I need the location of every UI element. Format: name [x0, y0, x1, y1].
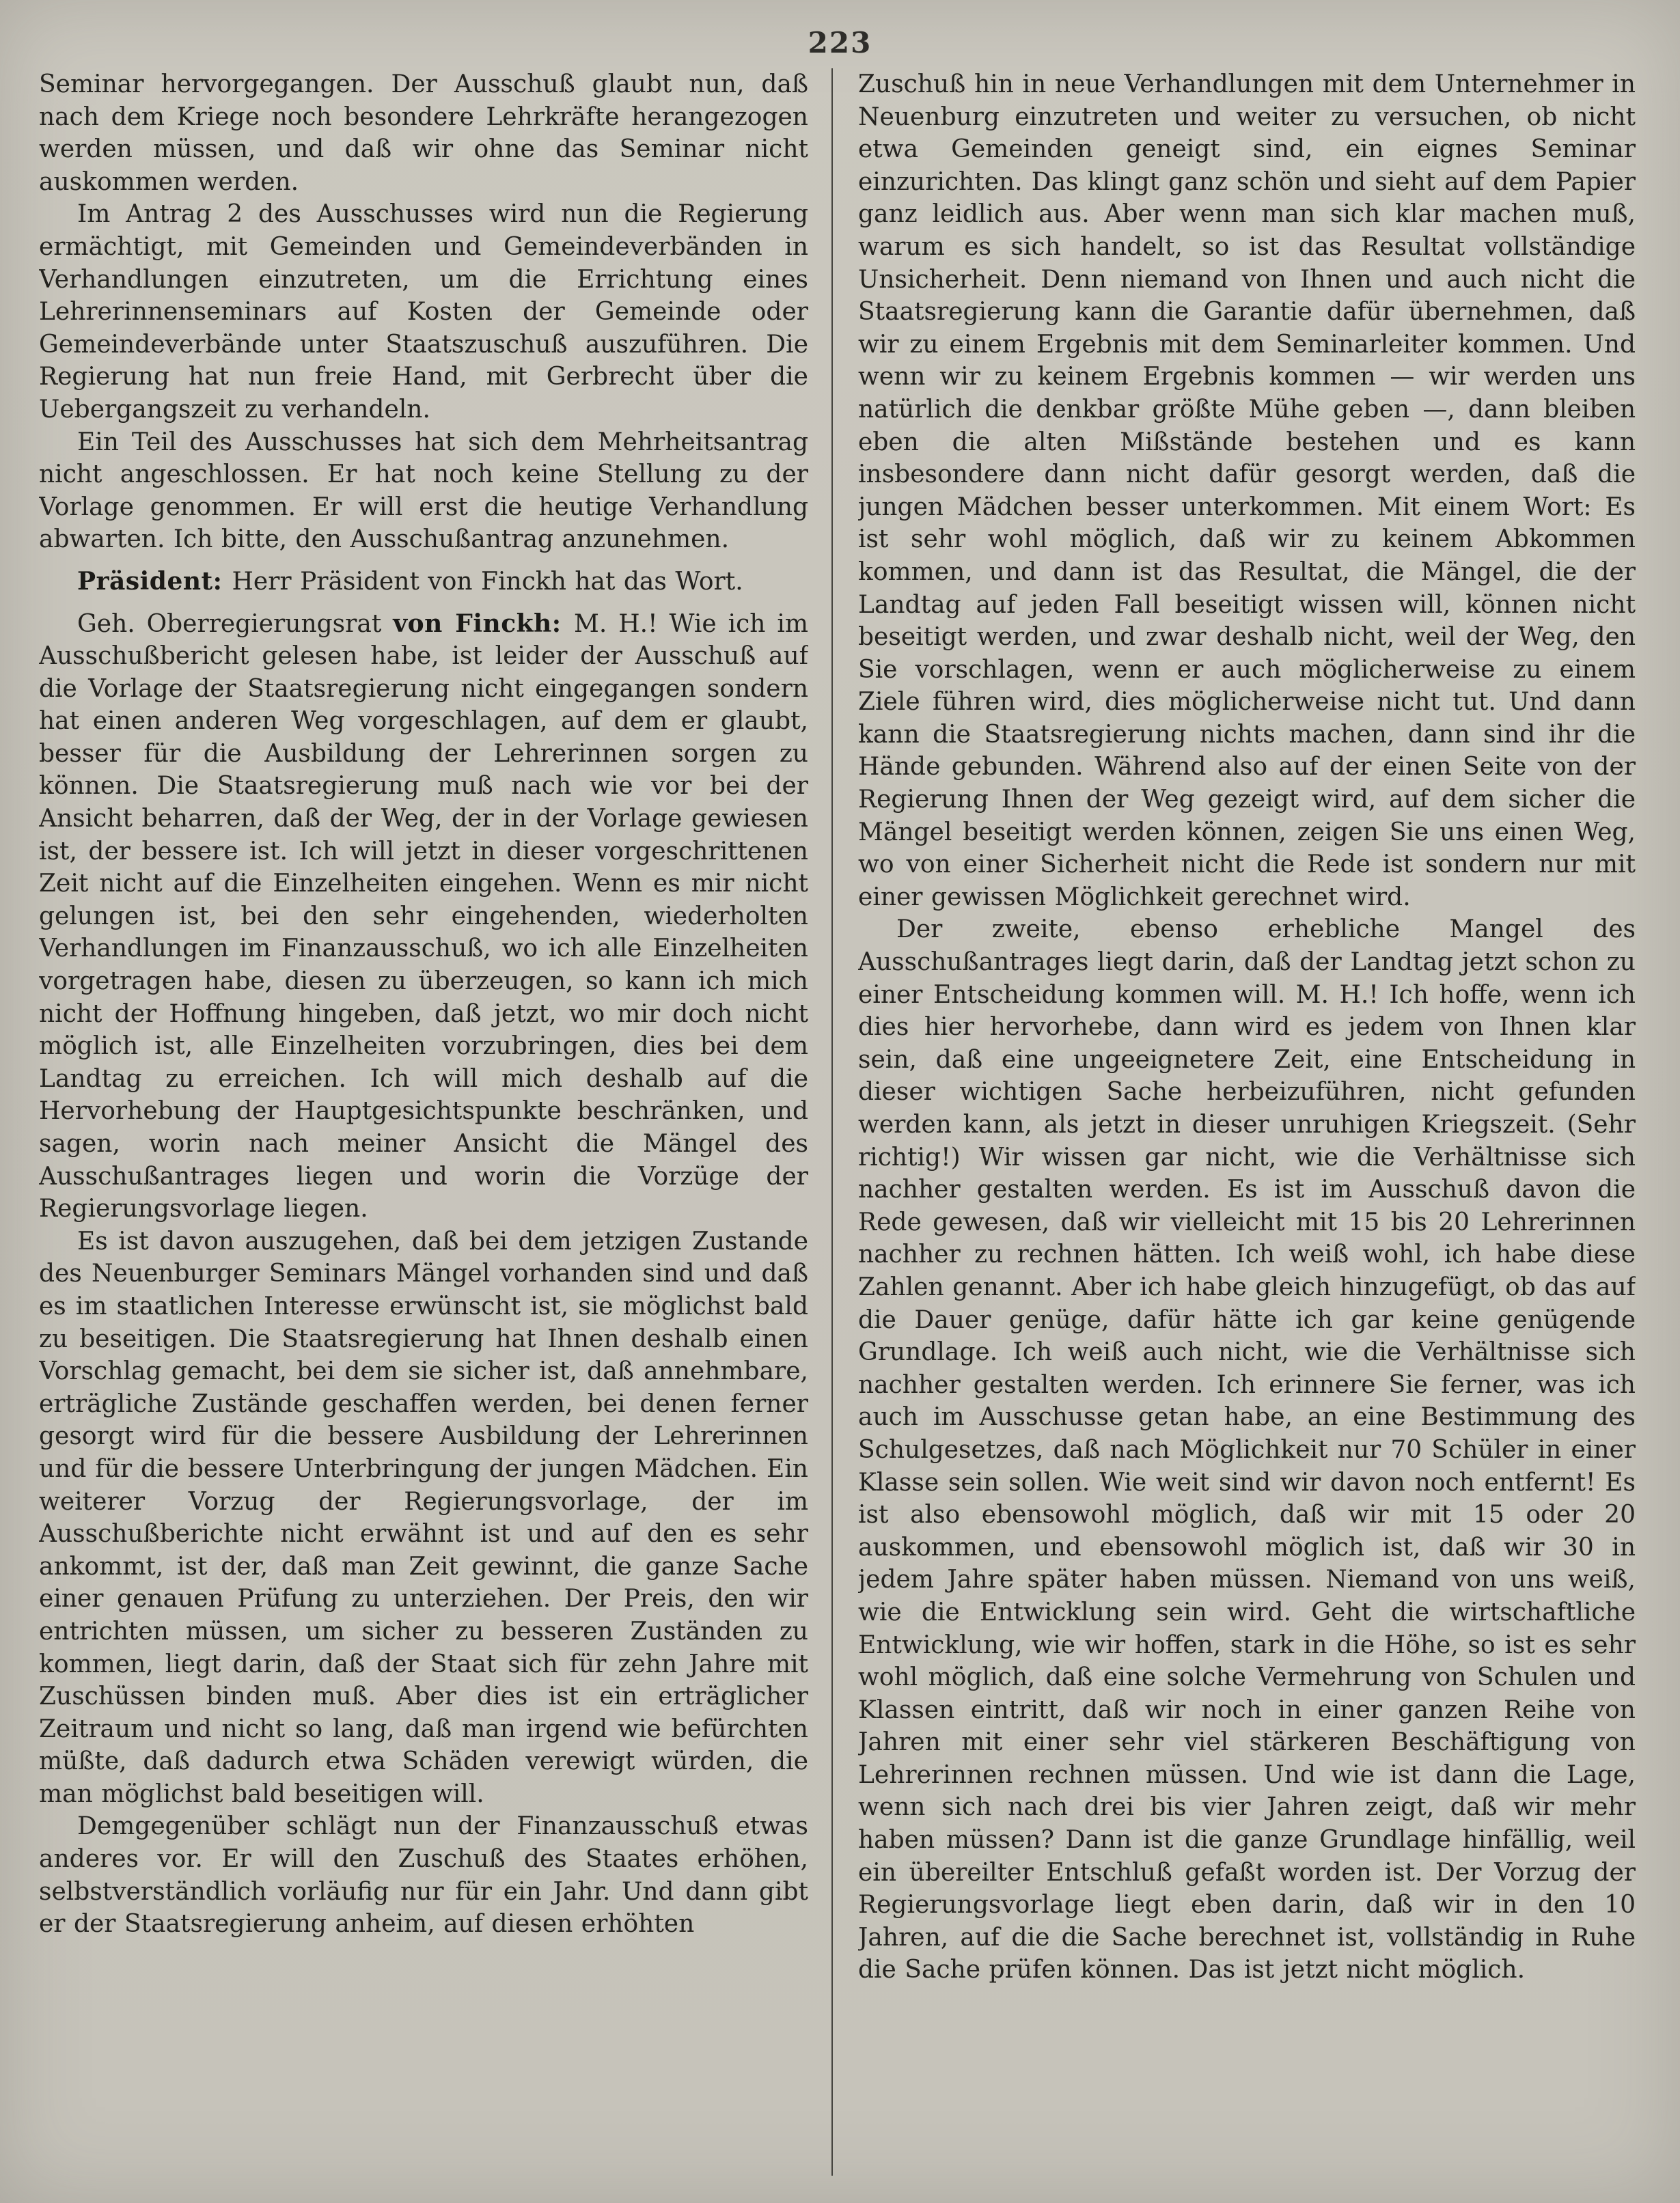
paragraph [858, 913, 1636, 1986]
body-text: Es ist davon auszugehen, daß bei dem jetzigen Zustande des Neuenburger Seminars Mängel vorhanden sind und daß es im staatlichen Interesse erwünscht ist, sie möglichst bald zu beseitigen. Die Staatsregierung hat Ihnen deshalb einen Vorschlag gemacht, bei dem sie sicher ist, daß annehmbare, erträgliche Zustände geschaffen werden, bei denen ferner gesorgt wird für die bessere Ausbildung der Lehrerinnen und für die bessere Unterbringung der jungen Mädchen. Ein weiterer Vorzug der Regierungsvorlage, der im Ausschußberichte nicht erwähnt ist und auf den es sehr ankommt, ist der, daß man Zeit gewinnt, die ganze Sache einer genauen Prüfung zu unterziehen. Der Preis, den wir entrichten müssen, um sicher zu besseren Zuständen zu kommen, liegt darin, daß der Staat sich für zehn Jahre mit Zuschüssen binden muß. Aber dies ist ein erträglicher Zeitraum und nicht so lang, daß man irgend wie befürchten müßte, daß dadurch etwa Schäden verewigt würden, die man möglichst bald beseitigen will. [39, 1227, 808, 1808]
paragraph [39, 608, 808, 1225]
body-text: Im Antrag 2 des Ausschusses wird nun die Regierung ermächtigt, mit Gemeinden und Gemeindeverbänden in Verhandlungen einzutreten, um die Errichtung eines Lehrerinnenseminars auf Kosten der Gemeinde oder Gemeindeverbände unter Staatszuschuß auszuführen. Die Regierung hat nun freie Hand, mit Gerbrecht über die Uebergangszeit zu verhandeln. [39, 200, 808, 424]
body-text: Demgegenüber schlägt nun der Finanzausschuß etwas anderes vor. Er will den Zuschuß des Staates erhöhen, selbstverständlich vorläufig nur für ein Jahr. Und dann gibt er der Staatsregierung anheim, auf diesen erhöhten [39, 1812, 808, 1939]
body-text: Herr Präsident von Finckh hat das Wort. [232, 567, 743, 596]
speaker-name: Präsident: [77, 566, 232, 596]
body-text: M. H.! Wie ich im Ausschußbericht gelesen habe, ist leider der Ausschuß auf die Vorlage der Staatsregierung nicht eingegangen sondern hat einen anderen Weg vorgeschlagen, auf dem er glaubt, besser für die Ausbildung der Lehrerinnen sorgen zu können. Die Staatsregierung muß nach wie vor bei der Ansicht beharren, daß der Weg, der in der Vorlage gewiesen ist, der bessere ist. Ich will jetzt in dieser vorgeschrittenen Zeit nicht auf die Einzelheiten eingehen. Wenn es mir nicht gelungen ist, bei den sehr eingehenden, wiederholten Verhandlungen im Finanzausschuß, wo ich alle Einzelheiten vorgetragen habe, diesen zu überzeugen, so kann ich mich nicht der Hoffnung hingeben, daß jetzt, wo mir doch nicht möglich ist, alle Einzelheiten vorzubringen, dies bei dem Landtag zu erreichen. Ich will mich deshalb auf die Hervorhebung der Hauptgesichtspunkte beschränken, und sagen, worin nach meiner Ansicht die Mängel des Ausschußantrages liegen und worin die Vorzüge der Regierungsvorlage liegen. [39, 609, 808, 1223]
page-number: 223 [808, 26, 872, 59]
body-text: Geh. Oberregierungsrat [77, 609, 394, 638]
body-text: Seminar hervorgegangen. Der Ausschuß glaubt nun, daß nach dem Kriege noch besondere Lehrkräfte herangezogen werden müssen, und daß wir ohne das Seminar nicht auskommen werden. [39, 70, 808, 196]
body-text: Ein Teil des Ausschusses hat sich dem Mehrheitsantrag nicht angeschlossen. Er hat noch keine Stellung zu der Vorlage genommen. Er will erst die heutige Verhandlung abwarten. Ich bitte, den Ausschußantrag anzunehmen. [39, 428, 808, 554]
paragraph [39, 68, 808, 198]
paragraph [39, 198, 808, 426]
speaker-name: von Finckh: [393, 609, 575, 638]
left-column [39, 68, 808, 2186]
column-divider [831, 68, 833, 2176]
paragraph [39, 1225, 808, 1811]
body-text: Der zweite, ebenso erhebliche Mangel des Ausschußantrages liegt darin, daß der Landtag jetzt schon zu einer Entscheidung kommen will. M. H.! Ich hoffe, wenn ich dies hier hervorhebe, dann wird es jedem von Ihnen klar sein, daß eine ungeeignetere Zeit, eine Entscheidung in dieser wichtigen Sache herbeizuführen, nicht gefunden werden kann, als jetzt in dieser unruhigen Kriegszeit. (Sehr richtig!) Wir wissen gar nicht, wie die Verhältnisse sich nachher gestalten werden. Es ist im Ausschuß davon die Rede gewesen, daß wir vielleicht mit 15 bis 20 Lehrerinnen nachher zu rechnen hätten. Ich weiß wohl, ich habe diese Zahlen genannt. Aber ich habe gleich hinzugefügt, ob das auf die Dauer genüge, dafür hätte ich gar keine genügende Grundlage. Ich weiß auch nicht, wie die Verhältnisse sich nachher gestalten werden. Ich erinnere Sie ferner, was ich auch im Ausschusse getan habe, an eine Bestimmung des Schulgesetzes, daß nach Möglichkeit nur 70 Schüler in einer Klasse sein sollen. Wie weit sind wir davon noch entfernt! Es ist also ebensowohl möglich, daß wir mit 15 oder 20 auskommen, und ebensowohl möglich ist, daß wir 30 in jedem Jahre später haben müssen. Niemand von uns weiß, wie die Entwicklung sein wird. Geht die wirtschaftliche Entwicklung, wie wir hoffen, stark in die Höhe, so ist es sehr wohl möglich, daß eine solche Vermehrung von Schulen und Klassen eintritt, daß wir noch in einer ganzen Reihe von Jahren mit einer sehr viel stärkeren Beschäftigung von Lehrerinnen rechnen müssen. Und wie ist dann die Lage, wenn sich nach drei bis vier Jahren zeigt, daß wir mehr haben müssen? Dann ist die ganze Grundlage hinfällig, weil ein übereilter Entschluß gefaßt worden ist. Der Vorzug der Regierungsvorlage liegt eben darin, daß wir in den 10 Jahren, auf die die Sache berechnet ist, vollständig in Ruhe die Sache prüfen können. Das ist jetzt nicht möglich. [858, 915, 1636, 1984]
paragraph [39, 1810, 808, 1940]
paragraph [39, 426, 808, 556]
body-text: Zuschuß hin in neue Verhandlungen mit dem Unternehmer in Neuenburg einzutreten und weiter zu versuchen, ob nicht etwa Gemeinden geneigt sind, ein eignes Seminar einzurichten. Das klingt ganz schön und sieht auf dem Papier ganz leidlich aus. Aber wenn man sich klar machen muß, warum es sich handelt, so ist das Resultat vollständige Unsicherheit. Denn niemand von Ihnen und auch nicht die Staatsregierung kann die Garantie dafür übernehmen, daß wir zu einem Ergebnis mit dem Seminarleiter kommen. Und wenn wir zu keinem Ergebnis kommen — wir werden uns natürlich die denkbar größte Mühe geben —, dann bleiben eben die alten Mißstände bestehen und es kann insbesondere dann nicht dafür gesorgt werden, daß die jungen Mädchen besser unterkommen. Mit einem Wort: Es ist sehr wohl möglich, daß wir zu keinem Abkommen kommen, und dann ist das Resultat, die Mängel, die der Landtag auf jeden Fall beseitigt wissen will, können nicht beseitigt werden, und zwar deshalb nicht, weil der Weg, den Sie vorschlagen, wenn er auch möglicherweise zu einem Ziele führen wird, dies möglicherweise nicht tut. Und dann kann die Staatsregierung nichts machen, dann sind ihr die Hände gebunden. Während also auf der einen Seite von der Regierung Ihnen der Weg gezeigt wird, auf dem sicher die Mängel beseitigt werden können, zeigen Sie uns einen Weg, wo von einer Sicherheit nicht die Rede ist sondern nur mit einer gewissen Möglichkeit gerechnet wird. [858, 70, 1636, 911]
paragraph [39, 566, 808, 598]
paragraph [858, 68, 1636, 913]
right-column [858, 68, 1636, 2186]
